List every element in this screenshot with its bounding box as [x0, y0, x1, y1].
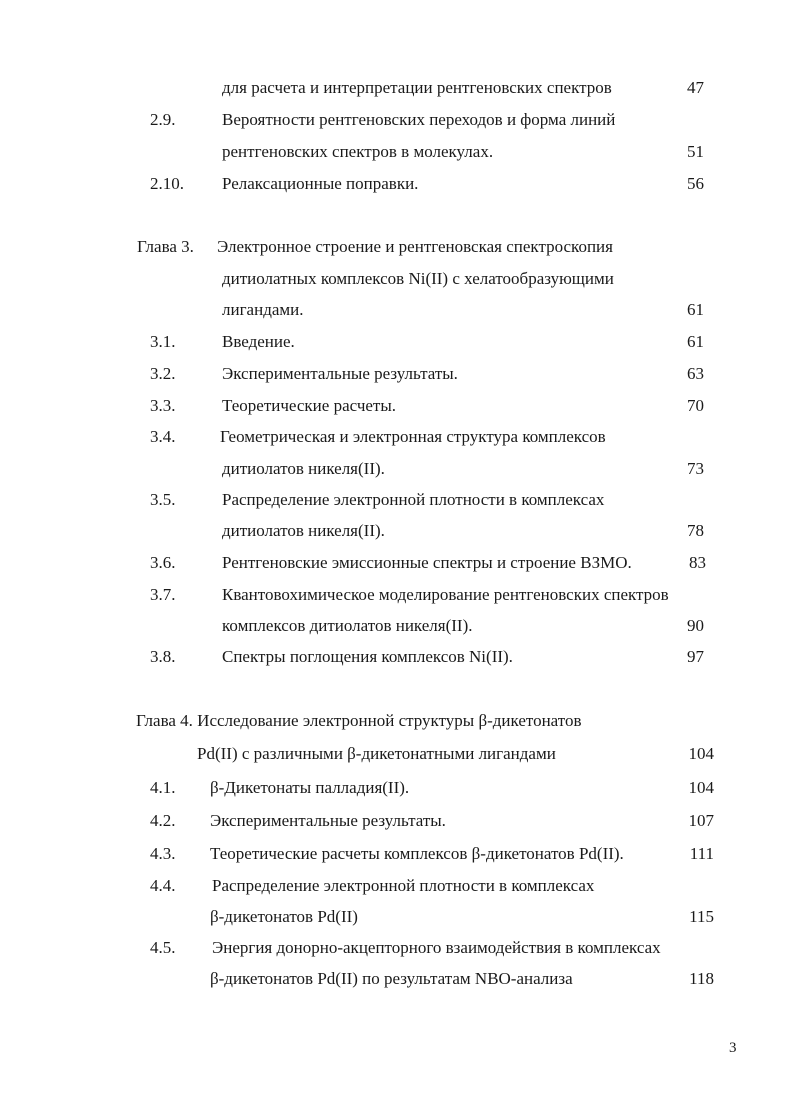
toc-section-number: 3.8.: [150, 647, 176, 666]
toc-entry-text: Теоретические расчеты комплексов β-дикетонатов Pd(II).: [210, 844, 624, 863]
toc-entry-text: рентгеновских спектров в молекулах.: [222, 142, 494, 161]
toc-page-number: 115: [689, 907, 714, 926]
toc-page-number: 83: [689, 553, 706, 572]
toc-section-number: 3.3.: [150, 396, 176, 415]
toc-section-number: 2.9.: [150, 110, 176, 129]
toc-entry-text: Геометрическая и электронная структура комплексов: [220, 427, 606, 446]
toc-entry-text: Спектры поглощения комплексов Ni(II).: [222, 647, 513, 666]
toc-chapter-title: лигандами.: [222, 300, 304, 319]
toc-page-number: 111: [689, 844, 714, 863]
page-number: 3: [729, 1040, 737, 1056]
toc-entry-text: Распределение электронной плотности в комплексах: [222, 490, 605, 509]
toc-section-number: 4.4.: [150, 876, 176, 895]
toc-page-number: 73: [687, 459, 704, 478]
toc-entry-text: для расчета и интерпретации рентгеновских спектров: [222, 78, 612, 97]
toc-entry-text: Теоретические расчеты.: [222, 396, 397, 415]
toc-entry-text: дитиолатов никеля(II).: [222, 459, 385, 478]
toc-entry-text: Введение.: [222, 332, 295, 351]
toc-section-number: 3.5.: [150, 490, 176, 509]
toc-entry-text: Квантовохимическое моделирование рентгеновских спектров: [222, 585, 669, 604]
toc-section-number: 4.5.: [150, 938, 176, 957]
toc-section-number: 2.10.: [150, 174, 184, 193]
toc-entry-text: дитиолатов никеля(II).: [222, 521, 385, 540]
toc-chapter-title: Pd(II) с различными β-дикетонатными лигандами: [197, 744, 556, 763]
toc-page-number: 61: [687, 300, 704, 319]
toc-chapter-title: Электронное строение и рентгеновская спектроскопия: [217, 237, 613, 256]
toc-entry-text: комплексов дитиолатов никеля(II).: [222, 616, 473, 635]
toc-entry-text: Рентгеновские эмиссионные спектры и строение ВЗМО.: [222, 553, 632, 572]
toc-page-number: 90: [687, 616, 704, 635]
toc-page-number: 61: [687, 332, 704, 351]
toc-page-number: 51: [687, 142, 704, 161]
toc-entry-text: Энергия донорно-акцепторного взаимодействия в комплексах: [212, 938, 661, 957]
toc-page-number: 104: [688, 744, 714, 763]
toc-entry-text: Вероятности рентгеновских переходов и форма линий: [222, 110, 616, 129]
toc-entry-text: β-Дикетонаты палладия(II).: [210, 778, 410, 797]
toc-page-number: 104: [688, 778, 714, 797]
toc-page-number: 56: [687, 174, 704, 193]
toc-entry-text: Экспериментальные результаты.: [222, 364, 458, 383]
toc-page-number: 70: [687, 396, 704, 415]
toc-section-number: 3.2.: [150, 364, 176, 383]
toc-chapter-title: Глава 4. Исследование электронной структуры β-дикетонатов: [136, 711, 582, 730]
toc-page-number: 118: [689, 969, 714, 988]
toc-section-number: 3.4.: [150, 427, 176, 446]
toc-section-number: 4.1.: [150, 778, 176, 797]
toc-entry-text: β-дикетонатов Pd(II): [210, 907, 358, 926]
toc-chapter-title: дитиолатных комплексов Ni(II) с хелатообразующими: [222, 269, 614, 288]
toc-section-number: 3.1.: [150, 332, 176, 351]
toc-page-number: 78: [687, 521, 704, 540]
toc-section-number: 4.3.: [150, 844, 176, 863]
toc-entry-text: β-дикетонатов Pd(II) по результатам NBO-анализа: [210, 969, 573, 988]
toc-page-number: 97: [687, 647, 704, 666]
toc-entry-text: Релаксационные поправки.: [222, 174, 419, 193]
toc-chapter-label: Глава 3.: [137, 237, 194, 256]
toc-section-number: 4.2.: [150, 811, 176, 830]
toc-page-number: 107: [688, 811, 714, 830]
toc-entry-text: Экспериментальные результаты.: [210, 811, 446, 830]
toc-section-number: 3.7.: [150, 585, 176, 604]
toc-page-number: 63: [687, 364, 704, 383]
toc-page-number: 47: [687, 78, 704, 97]
toc-section-number: 3.6.: [150, 553, 176, 572]
toc-entry-text: Распределение электронной плотности в комплексах: [212, 876, 595, 895]
